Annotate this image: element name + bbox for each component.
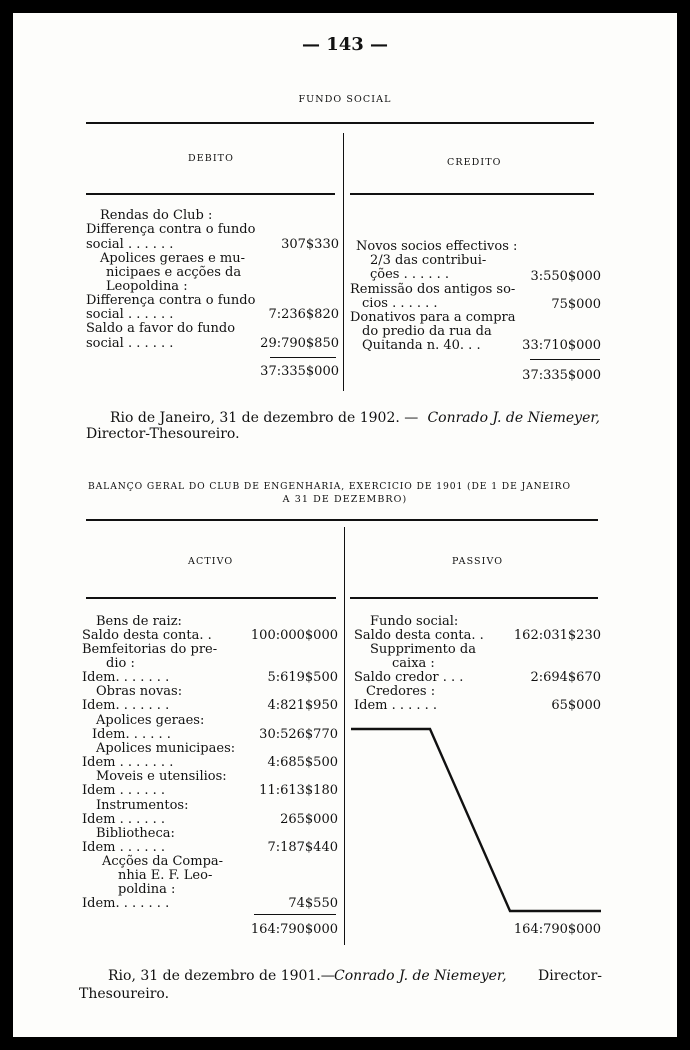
passivo-row: Fundo social:	[370, 614, 459, 629]
activo-row: Idem . . . . . .	[82, 812, 166, 827]
activo-value: 4:821$950	[267, 698, 338, 713]
activo-row: Bibliotheca:	[96, 826, 175, 841]
passivo-row: Idem . . . . . .	[354, 698, 438, 713]
activo-row: Idem . . . . . . .	[82, 755, 174, 770]
debito-header: DEBITO	[188, 153, 235, 164]
activo-value: 74$550	[288, 896, 338, 911]
activo-value: 7:187$440	[267, 840, 338, 855]
debito-total: 37:335$000	[260, 364, 339, 379]
activo-row: Acções da Compa-	[102, 854, 224, 869]
balanco-footer-signature: Conrado J. de Niemeyer,	[334, 968, 507, 984]
activo-row: Instrumentos:	[96, 798, 189, 813]
passivo-row: caixa :	[392, 656, 435, 671]
activo-row: dio :	[106, 656, 135, 671]
passivo-row: Saldo credor . . .	[354, 670, 464, 685]
credito-value: 3:550$000	[530, 269, 601, 284]
debito-row: Leopoldina :	[106, 279, 188, 294]
debito-row: Differença contra o fundo	[86, 222, 256, 237]
credito-header: CREDITO	[447, 157, 502, 168]
credito-row: cios . . . . . .	[362, 296, 438, 311]
credito-row: Novos socios effectivos :	[356, 239, 518, 254]
activo-row: Bemfeitorias do pre-	[82, 642, 218, 657]
activo-row: Idem. . . . . . .	[82, 670, 170, 685]
credito-row: Quitanda n. 40. . .	[362, 338, 481, 353]
fundo-title: FUNDO SOCIAL	[298, 94, 392, 105]
credito-row: 2/3 das contribui-	[370, 253, 487, 268]
debito-row: social . . . . . .	[86, 307, 174, 322]
passivo-row: Credores :	[366, 684, 436, 699]
passivo-row: Saldo desta conta. .	[354, 628, 484, 643]
activo-row: Saldo desta conta. .	[82, 628, 212, 643]
debito-row: social . . . . . .	[86, 237, 174, 252]
debito-row: social . . . . . .	[86, 336, 174, 351]
passivo-value: 162:031$230	[513, 628, 601, 643]
passivo-row: Supprimento da	[370, 642, 476, 657]
balanco-footer-role: Director-	[538, 968, 602, 984]
passivo-header: PASSIVO	[452, 556, 504, 567]
page-number: — 143 —	[301, 34, 389, 55]
fundo-footer-text: Rio de Janeiro, 31 de dezembro de 1902. —	[110, 410, 419, 426]
credito-row: Remissão dos antigos so-	[350, 282, 516, 297]
activo-row: Idem. . . . . . .	[82, 896, 170, 911]
activo-row: Idem. . . . . .	[92, 727, 171, 742]
credito-value: 33:710$000	[522, 338, 601, 353]
activo-value: 265$000	[280, 812, 338, 827]
credito-row: do predio da rua da	[362, 324, 492, 339]
debito-row: Apolices geraes e mu-	[100, 251, 246, 266]
activo-row: nhia E. F. Leo-	[118, 868, 213, 883]
passivo-total: 164:790$000	[513, 922, 601, 937]
debito-value: 307$330	[281, 237, 339, 252]
debito-row: Rendas do Club :	[100, 208, 213, 223]
fundo-footer-signature: Conrado J. de Niemeyer,	[427, 410, 600, 426]
activo-value: 11:613$180	[259, 783, 338, 798]
activo-row: poldina :	[118, 882, 176, 897]
balanco-title-line2: A 31 DE DEZEMBRO)	[282, 494, 408, 505]
balanco-title-line1: BALANÇO GERAL DO CLUB DE ENGENHARIA, EXERCICIO DE 1901 (DE 1 DE JANEIRO	[88, 481, 571, 492]
activo-row: Apolices geraes:	[96, 713, 205, 728]
activo-total: 164:790$000	[250, 922, 338, 937]
activo-value: 30:526$770	[259, 727, 338, 742]
activo-row: Apolices municipaes:	[96, 741, 236, 756]
activo-row: Bens de raiz:	[96, 614, 182, 629]
credito-row: Donativos para a compra	[350, 310, 516, 325]
activo-value: 4:685$500	[267, 755, 338, 770]
activo-row: Moveis e utensilios:	[96, 769, 227, 784]
activo-value: 5:619$500	[267, 670, 338, 685]
credito-row: ções . . . . . .	[370, 267, 450, 282]
debito-row: Differença contra o fundo	[86, 293, 256, 308]
passivo-value: 65$000	[551, 698, 601, 713]
activo-header: ACTIVO	[188, 556, 234, 567]
balanco-footer-text: Rio, 31 de dezembro de 1901.—	[108, 968, 335, 984]
activo-row: Obras novas:	[96, 684, 183, 699]
credito-total: 37:335$000	[522, 368, 601, 383]
passivo-value: 2:694$670	[530, 670, 601, 685]
activo-row: Idem . . . . . .	[82, 840, 166, 855]
activo-value: 100:000$000	[250, 628, 338, 643]
debito-row: Saldo a favor do fundo	[86, 321, 236, 336]
activo-row: Idem. . . . . . .	[82, 698, 170, 713]
fundo-footer-role: Director-Thesoureiro.	[86, 426, 240, 442]
debito-value: 29:790$850	[260, 336, 339, 351]
debito-row: nicipaes e acções da	[106, 265, 242, 280]
balanco-footer-role-cont: Thesoureiro.	[79, 986, 170, 1002]
credito-value: 75$000	[551, 297, 601, 312]
debito-value: 7:236$820	[268, 307, 339, 322]
activo-row: Idem . . . . . .	[82, 783, 166, 798]
